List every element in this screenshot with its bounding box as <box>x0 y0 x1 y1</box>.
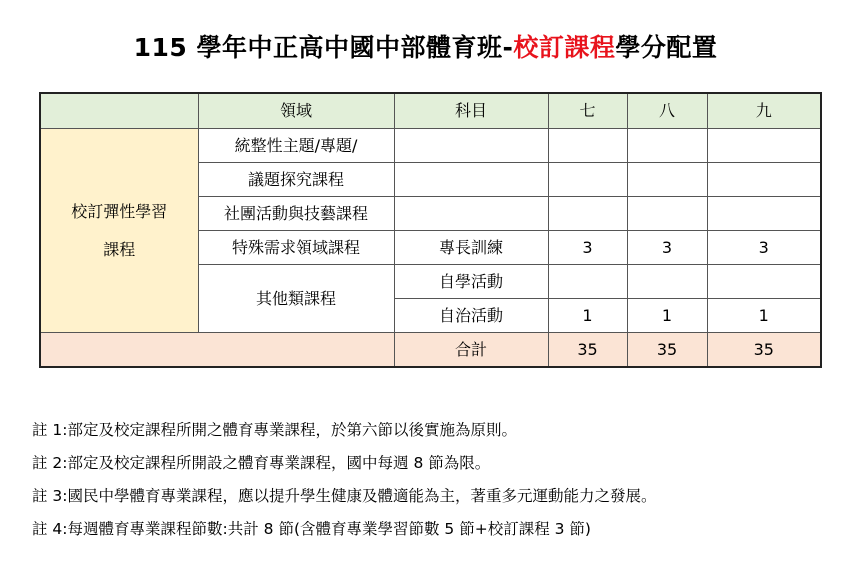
grade9-cell <box>707 129 821 163</box>
header-cell-grade7: 七 <box>548 93 627 129</box>
grade7-cell <box>548 197 627 231</box>
grade9-cell <box>707 163 821 197</box>
credit-table <box>39 92 822 368</box>
grade8-cell <box>627 197 707 231</box>
title-suffix: 學分配置 <box>615 33 718 62</box>
domain-cell: 社團活動與技藝課程 <box>198 197 394 231</box>
note-4: 註 4:每週體育專業課程節數:共計 8 節(含體育專業學習節數 5 節+校訂課程 3 節) <box>32 520 591 538</box>
domain-cell: 議題探究課程 <box>198 163 394 197</box>
title-prefix: 115 學年中正高中國中部體育班- <box>133 33 514 62</box>
grade8-cell: 1 <box>627 299 707 333</box>
subject-cell: 專長訓練 <box>394 231 548 265</box>
notes-section <box>32 420 657 552</box>
grade8-cell <box>627 163 707 197</box>
domain-cell: 特殊需求領域課程 <box>198 231 394 265</box>
header-cell-grade8: 八 <box>627 93 707 129</box>
header-cell-domain: 領域 <box>198 93 394 129</box>
total-grade7-cell: 35 <box>548 333 627 368</box>
header-cell-blank <box>40 93 198 129</box>
subject-cell: 自治活動 <box>394 299 548 333</box>
grade7-cell <box>548 163 627 197</box>
total-label-cell: 合計 <box>394 333 548 368</box>
subject-cell: 自學活動 <box>394 265 548 299</box>
page-title <box>0 28 851 64</box>
title-accent: 校訂課程 <box>513 33 616 62</box>
subject-cell <box>394 129 548 163</box>
header-cell-subject: 科目 <box>394 93 548 129</box>
domain-cell-other: 其他類課程 <box>198 265 394 333</box>
group-label-line1: 校訂彈性學習 <box>71 201 168 221</box>
subject-cell <box>394 197 548 231</box>
total-blank-cell <box>40 333 394 368</box>
table-total-row <box>40 333 821 368</box>
grade7-cell <box>548 129 627 163</box>
header-cell-grade9: 九 <box>707 93 821 129</box>
grade9-cell <box>707 197 821 231</box>
group-label-line2: 課程 <box>103 239 136 259</box>
table-header-row <box>40 93 821 129</box>
grade9-cell: 3 <box>707 231 821 265</box>
table-row <box>40 129 821 163</box>
note-1: 註 1:部定及校定課程所開之體育專業課程，於第六節以後實施為原則。 <box>32 421 518 439</box>
grade7-cell: 1 <box>548 299 627 333</box>
grade7-cell <box>548 265 627 299</box>
note-2: 註 2:部定及校定課程所開設之體育專業課程，國中每週 8 節為限。 <box>32 454 491 472</box>
grade8-cell <box>627 265 707 299</box>
group-label-cell <box>40 129 198 333</box>
grade9-cell: 1 <box>707 299 821 333</box>
grade7-cell: 3 <box>548 231 627 265</box>
grade9-cell <box>707 265 821 299</box>
grade8-cell <box>627 129 707 163</box>
total-grade8-cell: 35 <box>627 333 707 368</box>
total-grade9-cell: 35 <box>707 333 821 368</box>
domain-cell: 統整性主題/專題/ <box>198 129 394 163</box>
subject-cell <box>394 163 548 197</box>
grade8-cell: 3 <box>627 231 707 265</box>
note-3: 註 3:國民中學體育專業課程，應以提升學生健康及體適能為主，著重多元運動能力之發展。 <box>32 487 657 505</box>
